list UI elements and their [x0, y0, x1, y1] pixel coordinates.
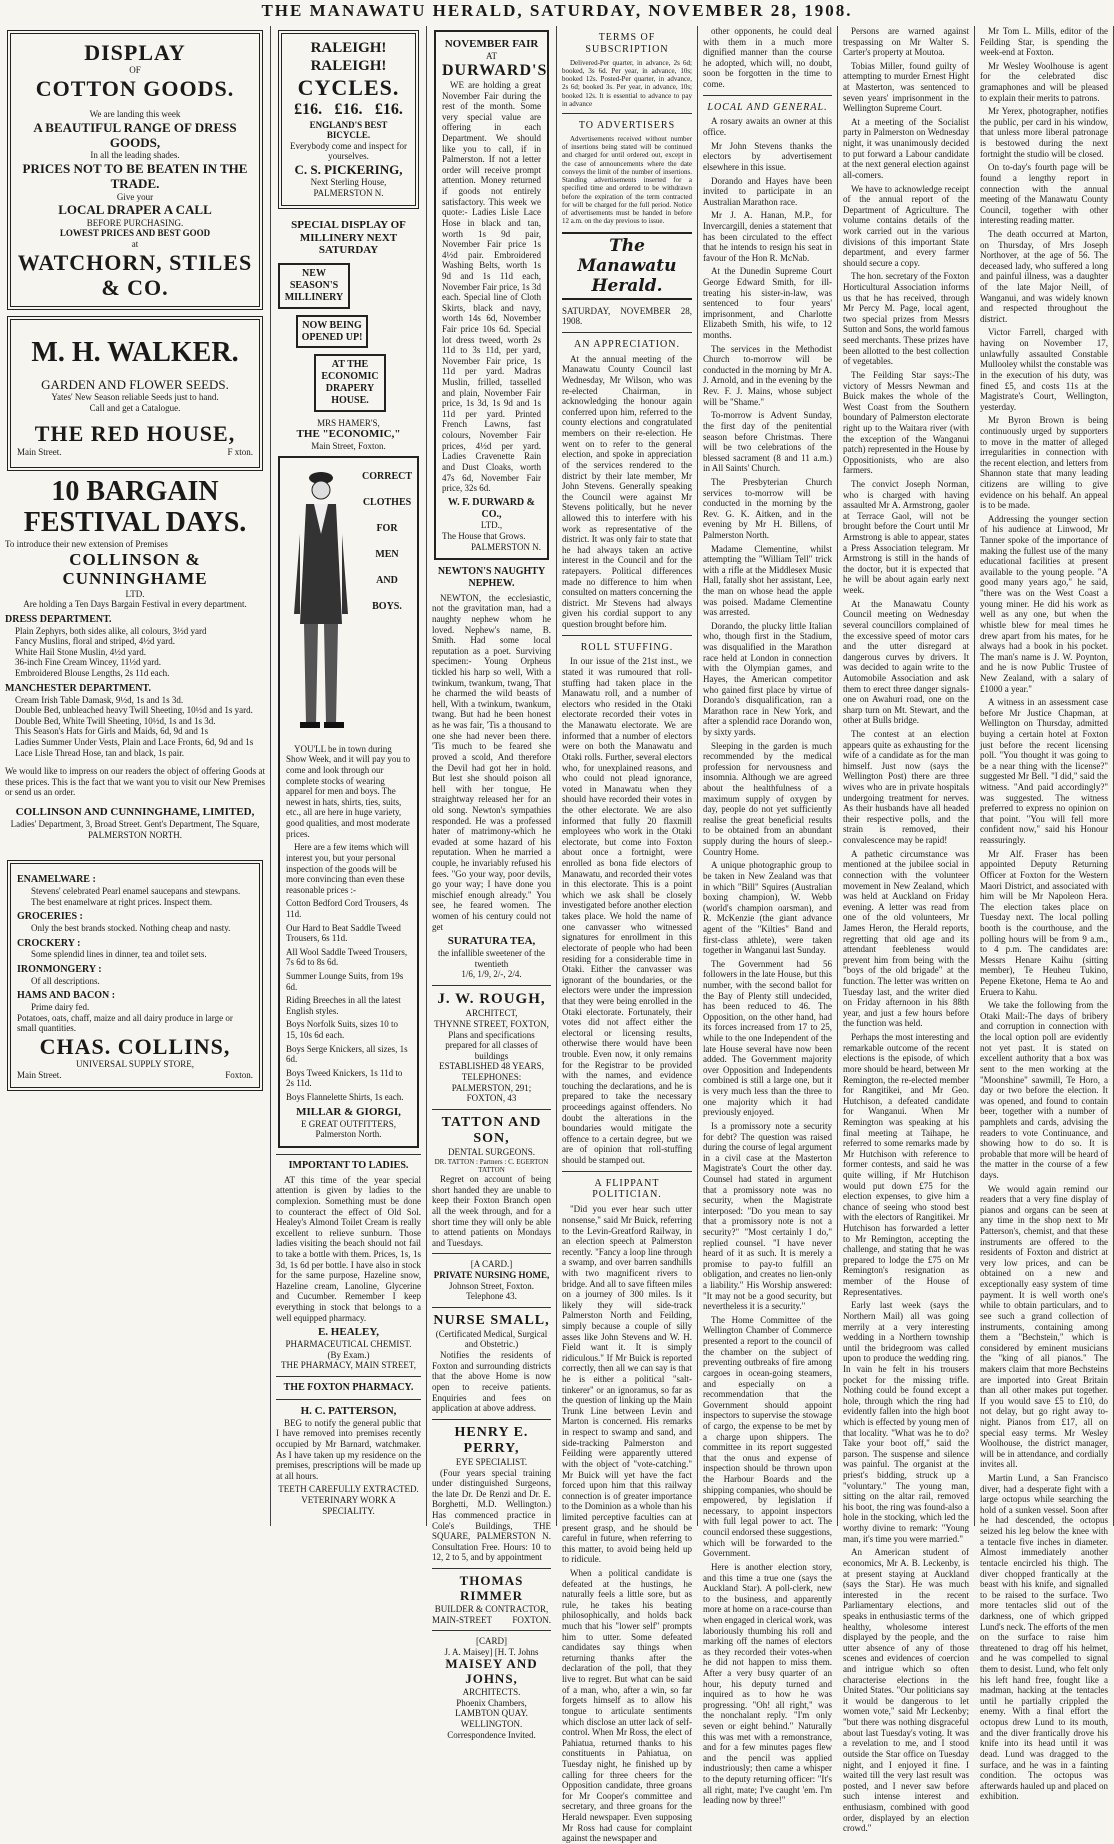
ad-text: Yates' New Season reliable Seeds just to hand.: [51, 392, 219, 403]
ad-line: White Hail Stone Muslin, 4½d yard.: [15, 646, 146, 657]
ad-text: AT: [486, 50, 497, 61]
ad-word: MEN: [375, 548, 399, 560]
article-heading: ROLL STUFFING.: [580, 641, 674, 653]
news-item: At the Manawatu County Council meeting on Wednesday several councillors complained of the excessive speed of motor cars and the utter disregard at dangerous curves by drivers. It was decided to again write to the Automobile Association and ask them to erect three danger signals-one on Awahuri road, one on the sharp turn on Mt. Stewart, and the other at Bulls bridge.: [843, 598, 969, 726]
ad-line: All Wool Saddle Tweed Trousers, 7s 6d to 8s 6d.: [286, 946, 408, 968]
news-item: An American student of economics, Mr A. B. Leckenby, is at present staying at Auckland (says the Star). He was much interested in the recent Parliamentary elections, and speaks in enthusiastic terms of the healthy, wholesome interest displayed by the people, and the utter absence of any of those scenes and evidences of coercion and intrigue which so often characterise elections in the United States. "Our politicians say it would be dangerous to let women vote," said Mr Leckenby; "but there was nothing disgraceful about last Tuesday's voting. It was a revelation to me, and I stood outside the Star office on Tuesday night, and I enjoyed it fine. I waited till the very last result was posted, and I never saw before such intense interest and enthusiasm, combined with good order, displayed by an election crowd.": [843, 1547, 969, 1834]
ad-text: MAIN-STREET: [432, 1614, 492, 1625]
ad-text: Here are a few items which will interest you, but your personal inspection of the goods will be more convincing than even these reasonable prices :-: [286, 842, 409, 895]
ad-text: LTD.,: [480, 520, 503, 531]
ad-text: 1/6, 1/9, 2/-, 2/4.: [461, 969, 522, 980]
ad-text: Main Street.: [17, 446, 62, 457]
ad-text: E GREAT OUTFITTERS,: [300, 1118, 397, 1129]
ad-line: Boys Flannelette Shirts, 1s each.: [286, 1092, 404, 1103]
article-text: At the annual meeting of the Manawatu County Council last Wednesday, Mr Wilson, who was re-elected Chairman, in acknowledging the honour again conferred upon him, referred to the county elections and congratulated members on their re-election. He went on to refer to the general election, and spoke in appreciation of the services rendered to the district by their late member, Mr John Stevens. Generally speaking the Council were against Mr Stevens politically, but he never allowed this to interfere with his work as representative of the district. It was only fair to state that he had always taken an active interest in the Council and for the ratepayers. Political differences made no difference to him when consulted on matters concerning the district. Mr Stevens had always given his cordial support to any question brought before him.: [562, 353, 692, 630]
news-item: Martin Lund, a San Francisco diver, had a desperate fight with a large octopus while searching the hold of a sunken vessel. Soon after he had descended, the octopus seized his leg below the knee with a tentacle five inches in diameter. Almost immediately another tentacle encircled his thigh. The diver chopped frantically at the beast with his knife, and signalled to be raised to the surface. Two more tentacles slid out of the darkness, one of which gripped Lund's neck. The efforts of the men on the surface to raise him threatened to drag off his helmet, and he was compelled to signal them to desist. Lund, who felt only his left hand free, fought like a madman, hacking at the tentacles until he partially crippled the enemy. With a final effort the octopus drew Lund to its mouth, and the diver frantically drove his knife into its head until it was dead. Lund was dragged to the surface, and he was in a fainting condition. The octopus was afterwards hauled up and placed on exhibition.: [980, 1473, 1109, 1802]
news-item: We take the following from the Otaki Mail:-The days of bribery and corruption in connection with the local option poll are evidently not yet past. It is stated on excellent authority that a box was sent to the men working at the "Moonshine" sawmill, Te Horo, a day or two before the election. It was opened, and found to contain beer, together with a number of pamphlets and cards, advising the readers to vote Continuance, and showing how to do so. It is probable that more will be heard of the matter in the course of a few days.: [980, 1000, 1108, 1180]
ad-heading: NEWTON'S NAUGHTY NEPHEW.: [437, 566, 546, 589]
news-item: The Government had 56 followers in the late House, but this number, with the second ballot for the Bay of Plenty still undecided, has been reduced to 46. The Opposition, on the other hand, had its forces increased from 17 to 25, while to the one Independent of the late House several have now been added. The Government majority over Opposition and Independents combined is still a large one, but it is very much less than the three to one majority which it had previously enjoyed.: [703, 958, 832, 1118]
news-item: Victor Farrell, charged with having on November 17, unlawfully assaulted Constable Mullooley whilst the constable was in the execution of his duty, was fined £5, and costs 11s at the Magistrate's Court, Wellington, yesterday.: [980, 327, 1108, 412]
ad-text: [CARD]: [476, 1636, 507, 1647]
ad-word: FOR: [376, 522, 398, 534]
news-item: At a meeting of the Socialist party in Palmerston on Wednesday night, it was unanimously decided to put forward a Labour candidate at the next general election against all-comers.: [843, 116, 969, 180]
ad-line: Cotton Bedford Cord Trousers, 4s 11d.: [286, 898, 409, 919]
news-item: The convict Joseph Norman, who is charged with having assaulted Mr A. Armstrong, gaoler at Terrace Gaol, will not be brought before the Court until Mr Armstrong is able to appear, states a Press Association telegram. Mr Armstrong is still in the hands of the doctor, but it is expected that he will be about again early next week.: [843, 478, 969, 596]
news-item: At the Dunedin Supreme Court George Edward Smith, for ill-treating his sister-in-law, was sentenced to four years' imprisonment, and Charlotte Elizabeth Smith, his wife, to 12 months.: [703, 266, 832, 341]
ad-heading: COTTON GOODS.: [35, 75, 235, 101]
body-text: Delivered-Per quarter, in advance, 2s 6d; booked, 3s 6d. Per year, in advance, 10s; booked 12s. Posted-Per quarter, in advance, 2s 6d; booked 3s. Per year, in advance, 10s; booked 12s. It is essential to advance to pay in advance: [562, 58, 692, 108]
ad-line: Cream Irish Table Damask, 9½d, 1s and 1s 3d.: [15, 694, 184, 705]
ad-text: LAMBTON QUAY. WELLINGTON.: [455, 1708, 528, 1730]
ad-text: Plans and specifications prepared for all classes of buildings: [445, 1029, 538, 1061]
ad-heading: DURWARD'S: [442, 61, 548, 79]
ad-text: J. A. Maisey] [H. T. Johns: [444, 1646, 539, 1657]
ad-text: ESTABLISHED 48 YEARS,: [439, 1061, 544, 1072]
ad-line: 36-inch Fine Cream Wincey, 11½d yard.: [15, 657, 162, 668]
ad-text: (Certificated Medical, Surgical and Obstetric.): [435, 1328, 548, 1350]
ad-text: Palmerston North.: [315, 1129, 382, 1140]
ad-heading: 10 BARGAIN FESTIVAL DAYS.: [23, 476, 247, 539]
ad-text: ARCHITECTS.: [462, 1687, 521, 1698]
ad-box: AT THE ECONOMIC DRAPERY HOUSE.: [314, 354, 386, 411]
ad-line: Boys Norfolk Suits, sizes 10 to 15, 10s 6d each.: [286, 1019, 399, 1041]
ad-text: MRS HAMER'S,: [317, 417, 380, 428]
ad-text: PALMERSTON NORTH.: [88, 829, 182, 840]
article-heading: AN APPRECIATION.: [573, 339, 680, 350]
ad-line: Double Bed, unbleached heavy Twill Sheeting, 10½d and 1s yard.: [15, 705, 253, 716]
ad-firm: HENRY E. PERRY,: [454, 1424, 529, 1456]
news-item: The services in the Methodist Church to-morrow will be conducted in the morning by Mr A. J. Arnold, and in the evening by the Rev. F. J. Mains, whose subject will be "Shame.": [703, 343, 832, 407]
ad-text: GARDEN AND FLOWER SEEDS.: [41, 376, 229, 392]
news-item: Tobias Miller, found guilty of attempting to murder Ernest Hight at Masterton, was sentenced to seven years' imprisonment in the Wellington Supreme Court.: [843, 60, 969, 114]
ad-firm: THE RED HOUSE,: [34, 421, 236, 447]
ad-text: EYE SPECIALIST.: [455, 1456, 528, 1467]
column-5: [698, 26, 838, 1806]
ad-text: In all the leading shades.: [90, 150, 180, 161]
news-item: A rosary awaits an owner at this office.: [703, 116, 832, 138]
ad-text: ARCHITECT,: [465, 1008, 518, 1019]
news-item: The death occurred at Marton, on Thursday, of Mrs Joseph Northover, at the age of 56. The deceased lady, who suffered a long and painful illness, was a daughter of the late Major Neill, of Wanganui, and was widely known and respected throughout the district.: [980, 228, 1108, 324]
ad-text: PALMERSTON N.: [313, 187, 384, 198]
ad-text: WE are holding a great November Fair during the rest of the month. Some very special value are offering in each Department. We should like you to call, if in Palmerston. If not a letter order will receive prompt attention. Money returned if goods not entirely satisfactory. This week we quote:- Ladies Lisle Lace Hose in black and tan, worth 1s 9d pair, November Fair price 1s 4½d pair. Embroidered Washing Belts, worth 1s 9d and 1s 11d each, November Fair price, 1s 3d each. Special line of Cloth Skirts, black and navy, worth 14s 6d, November Fair price 10s 6d. Special lot dress tweed, worth 2s 11d to 3s 11d, per yard, November Fair price, 1s 11d per yard. Madras Muslin, frilled, tasselled and plain, November Fair price, 1s 3d, 1s 9d and 1s 11d per yard. Printed French Lawns, fast colours, November Fair prices, 4½d per yard. Ladies Cravenette Rain and Dust Cloaks, worth 47s 6d, November Fair price, 32s 6d.: [442, 79, 541, 494]
ad-text: Phoenix Chambers,: [456, 1697, 527, 1708]
news-item: Mr Alf. Fraser has been appointed Deputy Returning Officer at Foxton for the Western Maori District, and associated with him will be Mr Napoleon Hera. The election takes place on Tuesday next. The local polling booth is the courthouse, and the polling hours will be from 9 a.m., to 4 p.m. The candidates are: Messrs Henare Kaihu (sitting member), Te Heuheu Tukino, Pepene Eketone, Hema te Ao and Eruera to Kahu.: [980, 848, 1108, 997]
ad-line: Boys Serge Knickers, all sizes, 1s 6d.: [286, 1043, 408, 1065]
ad-text: Some splendid lines in dinner, tea and toilet sets.: [31, 949, 207, 960]
ad-firm: E. HEALEY,: [317, 1326, 380, 1339]
ad-text: the infallible sweetener of the twentieth: [438, 948, 545, 969]
ad-firm: CHAS. COLLINS,: [39, 1034, 231, 1060]
ad-text: Are holding a Ten Days Bargain Festival in every department.: [23, 599, 247, 610]
walker-ad: [7, 316, 263, 471]
ad-subheading: IRONMONGERY :: [17, 964, 102, 975]
news-item: The Presbyterian Church services to-morrow will be conducted in the morning by the Rev. G. K. Aitken, and in the evening by Mr H. Billens, of Palmerston North.: [703, 476, 832, 540]
ad-text: Everybody come and inspect for yourselves.: [290, 140, 407, 162]
newspaper-title: The Manawatu Herald.: [562, 232, 692, 300]
ad-firm: J. W. ROUGH,: [437, 991, 546, 1008]
news-item: Early last week (says the Northern Mail) all was going merrily at a very interesting wedding in a Northern township until the bridegroom was called upon to produce the wedding ring. In vain he felt in his trousers pocket for the missing trifle. Nothing could be found except a hole, through which the ring had evidently fallen into the high boot which is effected by young men of that locality. "What was he to do? Take your boot off," said the parson. The suspense and silence was painful. The organist at the priest's bidding, struck up a "voluntary." The young man, sitting on the altar rail, removed his boot, the ring was found-also a hole in the stocking, which led the worthy divine to remark: "Young man, it's time you were married.": [843, 1300, 969, 1544]
news-item: Mr Yerex, photographer, notifies the public, per card in his window, that unless more liberal patronage is bestowed during the next fortnight the studio will be closed.: [980, 106, 1108, 159]
ad-line: Lace Lisle Thread Hose, tan and black, 1s pair.: [15, 747, 185, 758]
ad-heading: CYCLES.: [297, 75, 400, 101]
ad-firm: NURSE SMALL,: [433, 1312, 550, 1328]
ad-firm: C. S. PICKERING,: [294, 161, 403, 177]
price: £16.: [334, 100, 363, 118]
ad-text: TEETH CAREFULLY EXTRACTED.: [278, 1484, 419, 1495]
ad-text: TELEPHONES:: [461, 1071, 522, 1082]
news-item: Mr John Stevens thanks the electors by advertisement elsewhere in this issue.: [703, 140, 832, 172]
news-item: Here is another election story, and this time a true one (says the Auckland Star). A poll-clerk, new to the business, and apparently more at home on a race-course than when engaged in clerical work, was laboriously thumbing his roll and marking off the names of electors as they recorded their votes-when he did not happen to miss them. After a very busy quarter of an hour, his deputy turned and inquired as to how he was progressing. "Oh! all right," was the nonchalant reply. "I'm only seven or eight behind." Naturally this was met with a remonstrance, and for a few minutes pages flew and the pencil was applied industriously; then came a whisper to the deputy returning officer: "It's all right, mate; I've caught 'em. I'm leading now by three!": [703, 1561, 832, 1806]
ad-text: Correspondence Invited.: [447, 1729, 536, 1740]
ad-text: YOU'LL be in town during Show Week, and it will pay you to come and look through our complete stocks of wearing apparel for men and boys. The newest in hats, shirts, ties, suits, etc., all are here in huge variety, good qualities, and most moderate prices.: [286, 743, 411, 839]
ad-text: Foxton.: [225, 1069, 253, 1080]
column-3: [427, 26, 557, 1740]
ad-heading: RALEIGH! RALEIGH!: [310, 40, 387, 74]
ad-text: BUILDER & CONTRACTOR,: [434, 1603, 549, 1614]
ad-text: Of all descriptions.: [31, 975, 100, 986]
news-item: A witness in an assessment case before Mr Justice Chapman, at Wellington on Thursday, admitted buying a certain hotel at Foxton just before the recent licensing poll. "You thought it was going to be a near thing with the license?" suggested Mr Bell. "I did," said the witness. "And paid accordingly?" was suggested. The witness preferred to express no opinion on that point. "You will fell more confident now," said his Honour reassuringly.: [980, 697, 1108, 846]
news-item: We have to acknowledge receipt of the annual report of the Department of Agriculture. The volume contains details of the work carried out in the various divisions of this important State department, and every farmer should secure a copy.: [843, 183, 969, 268]
ad-firm: WATCHORN, STILES & CO.: [17, 249, 253, 300]
news-item: A pathetic circumstance was mentioned at the jubilee social in connection with the volunteer movement in New Zealand, which was held at Auckland on Friday evening. A letter was read from one of the old volunteers, Mr James Heron, the Herald reports, regretting that old age and its attendant feebleness would prevent him from being with the "boys of the old brigade" at the function. The letter was written on Tuesday last, and the writer died on Friday afternoon in his 88th year, and just a few hours before the function was held.: [843, 848, 969, 1029]
ad-text: BEFORE PURCHASING.: [86, 217, 184, 228]
ad-text: DENTAL SURGEONS.: [448, 1146, 535, 1157]
price: £16.: [294, 100, 323, 118]
news-item: Sleeping in the garden is much recommended by the medical profession for nervousness and insomnia. Although we are agreed about the healthfulness of a maximum supply of oxygen by day, people do not yet sufficiently realise the great beneficial results to be obtained from an abundant supply during the hours of sleep.-Country Home.: [703, 740, 832, 857]
ad-text: We would like to impress on our readers the object of offering Goods at these prices. This is the fact that we want you to visit our New Premises or send us an order.: [5, 766, 265, 798]
ad-text: THE PHARMACY, MAIN STREET,: [281, 1360, 416, 1371]
ad-text: To introduce their new extension of Premises: [5, 538, 168, 549]
news-item: Is a promissory note a security for debt? The question was raised during the course of legal argument in a civil case at the Masterton Magistrate's Court the other day. Counsel had stated in argument that a promissory note was no security, when the Magistrate interposed: "Do you mean to say that a promissory note is not a security?" "Most certainly I do," replied counsel. "I have never heard of it as such. It is merely a promise to pay-to fulfill an obligation, and creates no lien-only a liability." His Worship answered: "It may not be a good security, but nevertheless it is a security.": [703, 1120, 832, 1312]
ad-text: Telephone 43.: [466, 1291, 517, 1302]
ad-firm: SURATURA TEA,: [447, 935, 536, 948]
durward-ad: [434, 30, 549, 560]
collinson-ad: [5, 477, 265, 840]
ad-firm: COLLINSON & CUNNINGHAME: [62, 549, 208, 589]
ad-subheading: CROCKERY :: [17, 937, 81, 949]
news-item: The Home Committee of the Wellington Chamber of Commerce presented a report to the council of the chamber on the subject of preventing outbreaks of fire among cargoes in ocean-going steamers, and especially on a recommendation that the Government should appoint inspectors to supervise the stowage of cargo, the expense to be met by a charge upon shippers. The committee in its report suggested that the onus and expense of inspection should be thrown upon the Harbour Boards and the shipping companies, who should be empowered, by legislation if necessary, to appoint inspectors with full legal power to act. The council endorsed these suggestions, which will be forwarded to the Government.: [703, 1314, 832, 1559]
article-text: When a political candidate is defeated at the hustings, he naturally feels a little sore, but as rule, he takes his beating philosophically, and holds back much that his "lower self" prompts him to utter. Some defeated candidates say things when returning thanks after the declaration of the poll, that they live to regret. But what can be said of a man, who, after a win, so far forgets himself as to allow his tongue to articulate sentiments which disclose an utter lack of self-control. When Mr Ross, the elect of Pahiatua, returned thanks to his constituents in Pahiatua, on Tuesday night, he finished up by calling for three cheers for the Opposition candidate, three groans for Mr Cooper's committee and secretary, and three groans for the Herald newspaper. Even supposing Mr Ross had cause for complaint against the newspaper and: [562, 1568, 692, 1844]
article-heading: A FLIPPANT POLITICIAN.: [592, 1177, 662, 1201]
ad-text: Next Sterling House,: [310, 177, 387, 188]
ad-text: Main Street.: [17, 1069, 62, 1080]
news-item: On to-day's fourth page will be found a lengthy report in connection with the annual meeting of the Manawatu County Council, together with other interesting reading matter.: [980, 162, 1108, 226]
ad-heading: SPECIAL DISPLAY OF MILLINERY NEXT SATURDAY: [291, 218, 406, 257]
ad-text: AT this time of the year special attention is given by ladies to the complexion. Something must be done to counteract the effect of Old Sol. Healey's Almond Toilet Cream is really excellent to relieve sunburn. Those ladies visiting the beach should not fail to take a bottle with them. Prices, 1s, 1s 3d, 1s 6d per bottle. I have also in stock for the same purpose, Hazeline snow, Hazeline cream, Lanoline, Glycerine and Cucumber. Remember I keep everything in stock that belongs to a well equipped pharmacy.: [276, 1174, 421, 1323]
ad-text: at: [131, 238, 139, 249]
ad-subheading: MANCHESTER DEPARTMENT.: [5, 682, 151, 694]
news-item: Dorando and Hayes have been invited to participate in an Australian Marathon race.: [703, 175, 832, 207]
ad-word: BOYS.: [372, 600, 402, 612]
hamer-ad: [276, 219, 421, 452]
article-text: "Did you ever hear such utter nonsense," said Mr Buick, referring to the Levin-Greatford Railway, in an election speech at Palmerston recently. "Fancy a loop line through a swamp, and over barren sandhills with two magnificent rivers to bridge. And all to save fifteen miles on a journey of 300 miles. Is it likely they will side-track Palmerston North and Feilding, simply because a couple of silly asses like John Stevens and W. H. Field want it. It is simply ridiculous." If Mr Buick is reported correctly, then all we can say is that he is either a political "salt-tinkerer" or an ignoramus, so far as the question of linking up the Main Trunk Line between Levin and Marton is concerned. His remarks in respect to swamp and sand, and side-tracking Palmerston and Feilding were apparently uttered with the object of "vote-catching." Mr Buick will yet have the fact forced upon him that this railway connection is of greater importance to the Dominion as a whole than his limited perceptive faculties can at present grasp, and he should be careful in future, when referring to this matter, to avoid being held up to ridicule.: [562, 1204, 692, 1565]
ad-firm: MAISEY AND JOHNS,: [445, 1656, 538, 1687]
section-heading: TO ADVERTISERS: [578, 120, 676, 132]
ad-word: AND: [376, 574, 398, 586]
ad-text: PHARMACEUTICAL CHEMIST.: [285, 1339, 412, 1350]
ad-text: Regret on account of being short handed they are unable to keep their Foxton Branch open all the week through, and for a short time they will only be able to attend patients on Mondays and Tuesdays.: [432, 1174, 551, 1248]
ad-text: (Four years special training under distinguished Surgeons, the late Dr. De Renzi and Dr. E. Borghetti, M.D. Wellington.) Has commenced practice in Cole's Buildings, THE SQUARE, PALMERSTON N. Consultation Free. Hours: 10 to 12, 2 to 5, and by appointment: [432, 1467, 551, 1563]
news-item: Persons are warned against trespassing on Mr Walter S. Carter's property at Moutoa.: [843, 26, 969, 58]
ad-text: PRICES NOT TO BE BEATEN IN THE TRADE.: [22, 161, 248, 192]
ad-firm: PRIVATE NURSING HOME,: [433, 1269, 550, 1280]
ad-box: NOW BEING OPENED UP!: [296, 315, 368, 349]
news-item: The Feilding Star says:-The victory of Messrs Newman and Buick makes the whole of the West Coast from the Southern boundary of Palmerston electorate right up to the Waitara river (with the exception of the Wanganui patch) represented in the House by Oppositionists, who are also farmers.: [843, 369, 969, 476]
ad-text: F xton.: [227, 446, 253, 457]
ad-word: CLOTHES: [362, 496, 412, 508]
ad-text: Give your: [116, 191, 154, 202]
ad-firm: MILLAR & GIORGI,: [296, 1105, 401, 1118]
ad-text: UNIVERSAL SUPPLY STORE,: [75, 1059, 195, 1070]
column-4: [557, 26, 698, 1844]
ad-line: Boys Tweed Knickers, 1s 11d to 2s 11d.: [286, 1067, 403, 1089]
ad-heading: NOVEMBER FAIR: [444, 38, 539, 50]
news-item: To-morrow is Advent Sunday, the first day of the penitential season before Christmas. There will be two celebrations of the blessed sacrament (8 and 11 a.m.) in All Saints' Church.: [703, 410, 832, 474]
ad-box: NEW SEASON'S MILLINERY: [278, 263, 350, 308]
news-item: Mr J. A. Hanan, M.P., for Invercargill, denies a statement that has been circulated to the effect that he intends to resign his seat in favour of the Hon R. McNab.: [703, 210, 832, 263]
news-item: We would again remind our readers that a very fine display of pianos and organs can be seen at any time in the shop next to Mr Patterson's, chemist, and that these instruments are offered to the residents of Foxton and district at very low prices, and can be obtained on a new and exceptionally easy system of time payment. It is well worth one's while to obtain particulars, and to see such a grand collection of instruments, containing among them a "Bechstein," which is considered by eminent musicians the "king of all pianos." The makers claim that more Bechsteins are imported into Great Britain than all other makes put together. If you would save £5 to £10, do not delay, but go right away to-night. Pianos from £17, all on special easy terms. Mr Wesley Woolhouse, the district manager, will be in attendance, and cordially invites all.: [980, 1183, 1108, 1470]
ad-text: OF: [129, 65, 141, 76]
ad-text: Notifies the residents of Foxton and surrounding districts that the above Home is now open to receive patients. Enquiries and fees on application at above address.: [432, 1350, 551, 1414]
column-1: [0, 26, 271, 1526]
raleigh-ad: [278, 30, 419, 209]
news-item: The contest at an election appears quite as exhausting for the wife of a candidate as for the man himself. Just now (says the Wellington Post) there are three wives who are in private hospitals undergoing treatment for nerves. As their husbands have all headed their respective polls, and the strain is removed, their convalescence may be rapid!: [843, 729, 969, 846]
ad-line: Summer Lounge Suits, from 19s 6d.: [286, 970, 404, 992]
dateline: SATURDAY, NOVEMBER 28, 1908.: [562, 305, 692, 327]
ad-text: Call and get a Catalogue.: [89, 402, 181, 413]
ad-firm: COLLINSON AND CUNNINGHAME, LIMITED,: [15, 805, 255, 818]
article-heading: LOCAL AND GENERAL.: [707, 101, 828, 113]
ad-line: Our Hard to Beat Saddle Tweed Trousers, 6s 11d.: [286, 922, 401, 944]
ad-text: (By Exam.): [327, 1349, 370, 1360]
ad-text: PALMERSTON, 291; FOXTON, 43: [451, 1082, 532, 1104]
ad-firm: H. C. PATTERSON,: [300, 1404, 397, 1417]
ad-price-row: [288, 101, 409, 120]
ad-line: Double Bed, White Twill Sheeting, 10½d, 1s and 1s 3d.: [15, 715, 216, 726]
news-item: Addressing the younger section of his audience at Linwood, Mr Tanner spoke of the importance of making the fullest use of the many educational facilities at present available to the young people. "A good many years ago," he said, "there was on the West Coast a young miner. He did his work as well as any one, but when the whistle blew for meal times he drew apart from his mates, for he always had a book in his pocket. The man's name is J. W. Poynton, and he is now Public Trustee of New Zealand, with a salary of £1000 a year.": [980, 513, 1108, 694]
ad-line: Ladies Summer Under Vests, Plain and Lace Fronts, 6d, 9d and 1s: [15, 736, 254, 747]
news-item: The hon. secretary of the Foxton Horticultural Association informs us that he has received, through Mr Percy M. Page, local agent, two special prizes from Messrs Sutton and Sons, the world famous seed merchants. These prizes have been allotted to the best collection of vegetables.: [843, 271, 969, 367]
column-2: [271, 26, 427, 1526]
ad-firm: THOMAS RIMMER: [459, 1573, 524, 1603]
body-text: Advertisements received without number of insertions being stated will be continued and charged for until ordered out, except in the case of announcements where the date conveys the limit of the number of insertions. Standing advertisements inserted for a specified time and ordered to be withdrawn before the expiration of the term contracted for will be charged for the full period. Notice of advertisements must be handed in before 12 a.m. on the day previous to issue.: [562, 134, 692, 226]
ad-line: Embroidered Blouse Lengths, 2s 11d each.: [15, 668, 170, 679]
ad-heading: THE FOXTON PHARMACY.: [283, 1382, 414, 1393]
column-6: [838, 26, 975, 1834]
ad-text: The House that Grows.: [442, 530, 526, 541]
news-item: Madame Clementine, whilst attempting the "William Tell" trick with a rifle at the Middlesex Music Hall, fatally shot her assistant, Lee, the man on whose head the apple was poised. Madame Clementine was arrested.: [703, 543, 832, 618]
news-item: Dorando, the plucky little Italian who, though first in the Stadium, was disqualified in the Marathon race held at London in connection with the Olympian games, and Hayes, the American competitor who gained first place by virtue of Dorando's disqualification, ran a Marathon race in New York, and after a splendid race Dorando won, by sixty yards.: [703, 620, 832, 737]
ad-firm: W. F. DURWARD & CO.,: [448, 496, 535, 520]
news-item: Mr Wesley Woolhouse is agent for the celebrated disc gramaphones and will be pleased to explain their merits to patrons.: [980, 60, 1108, 103]
ad-subheading: GROCERIES :: [17, 911, 83, 923]
ad-text: Main Street, Foxton.: [311, 441, 386, 452]
ad-line: Plain Zephyrs, both sides alike, all colours, 3½d yard: [15, 625, 207, 636]
ad-line: This Season's Hats for Girls and Maids, 6d, 9d and 1s: [15, 726, 209, 737]
ad-text: PALMERSTON N.: [470, 541, 541, 552]
ad-text: VETERINARY WORK A SPECIALITY.: [301, 1495, 396, 1516]
column-7: [975, 26, 1114, 1802]
news-item: A unique photographic group to be taken in New Zealand was that in which "Bill" Squires (Australian boxing champion), W. Webb (world's champion oarsman), and R. McKenzie (the giant advance agent of the "Kilties" Band and first-class athlete), were taken together in Wanganui last Sunday.: [703, 860, 832, 956]
ad-text: THYNNE STREET, FOXTON,: [434, 1018, 549, 1029]
ad-text: We are landing this week: [89, 109, 181, 120]
ad-firm: TATTON AND SON,: [441, 1114, 542, 1146]
ad-heading: IMPORTANT TO LADIES.: [288, 1159, 409, 1171]
ad-text: Stevens' celebrated Pearl enamel saucepans and stewpans. The best enamelware at right prices. Inspect them.: [31, 885, 241, 907]
ad-text: Only the best brands stocked. Nothing cheap and nasty.: [31, 922, 231, 933]
price: £16.: [374, 100, 403, 118]
ad-text: LTD.: [125, 588, 145, 599]
ad-subheading: HAMS AND BACON :: [17, 990, 116, 1002]
ad-heading: DISPLAY: [84, 40, 186, 65]
ad-text: [A CARD.]: [470, 1259, 513, 1270]
news-item: Mr Tom L. Mills, editor of the Feilding Star, is spending the week-end at Foxton.: [980, 26, 1108, 58]
man-illustration-icon: [286, 464, 356, 744]
ad-text: NEWTON, the ecclesiastic, not the gravitation man, had a naughty nephew whom he loved. Nephew's name, B. Smith. Had some local reputation as a poet. Surviving specimen:- Young Orpheus tickled his harp so well, With a twinkum, twankum, twang, That he charmed the wild beasts of hell, With a twinkum, twankum, twang. But had he been honest as he was fair, 'Tis a thousand to one she had never been there. 'Tis much to be feared she proved a scold, And therefore the Devil had got her in hold. But lest she should poison all hell with her tongue, He straightway released her for an old song. Newton's sympathies responded. He was a professed hater of matrimony-which he evaded at some hazard of his reputation. When he married a couple, he invariably refused his fees. "Go your way, poor devils, go your way; I have done you mischief enough already." You see, he feared women. The women of his century could not get: [432, 592, 551, 932]
millar-ad: [278, 456, 419, 1148]
collins-ad: [7, 860, 263, 1090]
section-heading: TERMS OF SUBSCRIPTION: [585, 32, 669, 55]
watchorn-ad: [7, 30, 263, 310]
ad-line: Fancy Muslins, floral and striped, 4½d yard.: [15, 636, 175, 647]
article-text: In our issue of the 21st inst., we stated it was rumoured that roll-stuffing had taken place in the Manawatu roll, and a number of electors who resided in the Otaki electorate recorded their votes in the Manawatu electorate. We are informed that a number of electors were on both the Manawatu and Otaki rolls. Further, several electors who, for unexplained reasons, and who could not plead ignorance, voted in Manawatu when they should have recorded their votes in the other electorate. We are also informed that fully 20 flaxmill employees who work in the Otaki electorate, but come into Foxton about once a fortnight, were enrolled as bona fide electors of Manawatu, and recorded their votes in this electorate. This is a point which we ask shall be closely investigated before another election takes place. We hold the name of one canvasser who witnessed signatures for enrollment in this electorate of people who had been residing for a considerable time in Otaki. Either the canvasser was ignorant of the boundaries, or the electors were under the impression that they were being enrolled in the Otaki electorate. Fortunately, their votes did not affect either the electoral or licensing results, otherwise there would have been trouble. Even now, it only remains for the Registrar to be provided with the names, and evidence touching the declarations, and he is prepared to take the necessary proceedings against offenders. No doubt the alterations in the boundaries would mitigate the offence to a certain degree, but we are of opinion that roll-stuffing should be stamped out.: [562, 656, 692, 1166]
ad-text: A BEAUTIFUL RANGE OF DRESS GOODS,: [33, 119, 237, 151]
news-item: Perhaps the most interesting and remarkable outcome of the recent elections is the episode, of which more should be heard, between Mr Remington, the re-elected member for Rangitikei, and Mr Geo. Hutchison, a defeated candidate for Wanganui. When Mr Remington was speaking at his final meeting at Taihape, he referred to some remarks made by Mr Hutchison with reference to former contests, and said he was quite willing, if Mr Hutchison would put down £75 for the election expenses, to give him a chance of seeing who stood best with the electors of Rangitikei. Mr Hutchison has forwarded a letter to Mr Remington, accepting the challenge, and stating that he was prepared to lodge the £75 on Mr Remington's resignation as member of the House of Representatives.: [843, 1032, 969, 1297]
ad-text: DR. TATTON : Partners : C. EGERTON TATTON: [434, 1157, 549, 1174]
ad-subheading: ENAMELWARE :: [17, 874, 96, 886]
ad-text: LOCAL DRAPER A CALL: [58, 202, 212, 218]
ad-line: Riding Breeches in all the latest English styles.: [286, 995, 401, 1016]
article-text: other opponents, he could deal with them in a much more dignified manner than the course he adopted, which will, no doubt, soon be forgotten in the time to come.: [703, 26, 832, 90]
ad-text: Ladies' Department, 3, Broad Street. Gent's Department, The Square,: [10, 818, 260, 829]
ad-text: ENGLAND'S BEST BICYCLE.: [309, 119, 388, 141]
ad-subheading: DRESS DEPARTMENT.: [5, 613, 112, 625]
ad-text: Johnson Street, Foxton.: [448, 1280, 534, 1291]
ad-heading: M. H. WALKER.: [31, 337, 239, 369]
ad-text: Prime dairy fed.: [31, 1002, 90, 1013]
ad-text: Potatoes, oats, chaff, maize and all dairy produce in large or small quantities.: [17, 1012, 233, 1034]
news-item: Mr Byron Brown is being continuously urged by supporters to move in the matter of alleged irregularities in connection with the recent election, and letters from Shannon state that many leading citizens are willing to give evidence on his behalf. An appeal is to be made.: [980, 415, 1108, 511]
ad-firm: THE "ECONOMIC,": [296, 428, 401, 441]
ad-word: CORRECT: [362, 470, 413, 482]
ad-text: BEG to notify the general public that I have removed into premises recently occupied by Mr Barnard, watchmaker. As I have taken up my residence on the premises, prescriptions will be made up at all hours.: [276, 1417, 421, 1481]
ad-text: LOWEST PRICES AND BEST GOOD: [59, 228, 211, 239]
masthead: THE MANAWATU HERALD, SATURDAY, NOVEMBER 28, 1908.: [261, 1, 853, 20]
ad-text: FOXTON.: [512, 1614, 551, 1625]
